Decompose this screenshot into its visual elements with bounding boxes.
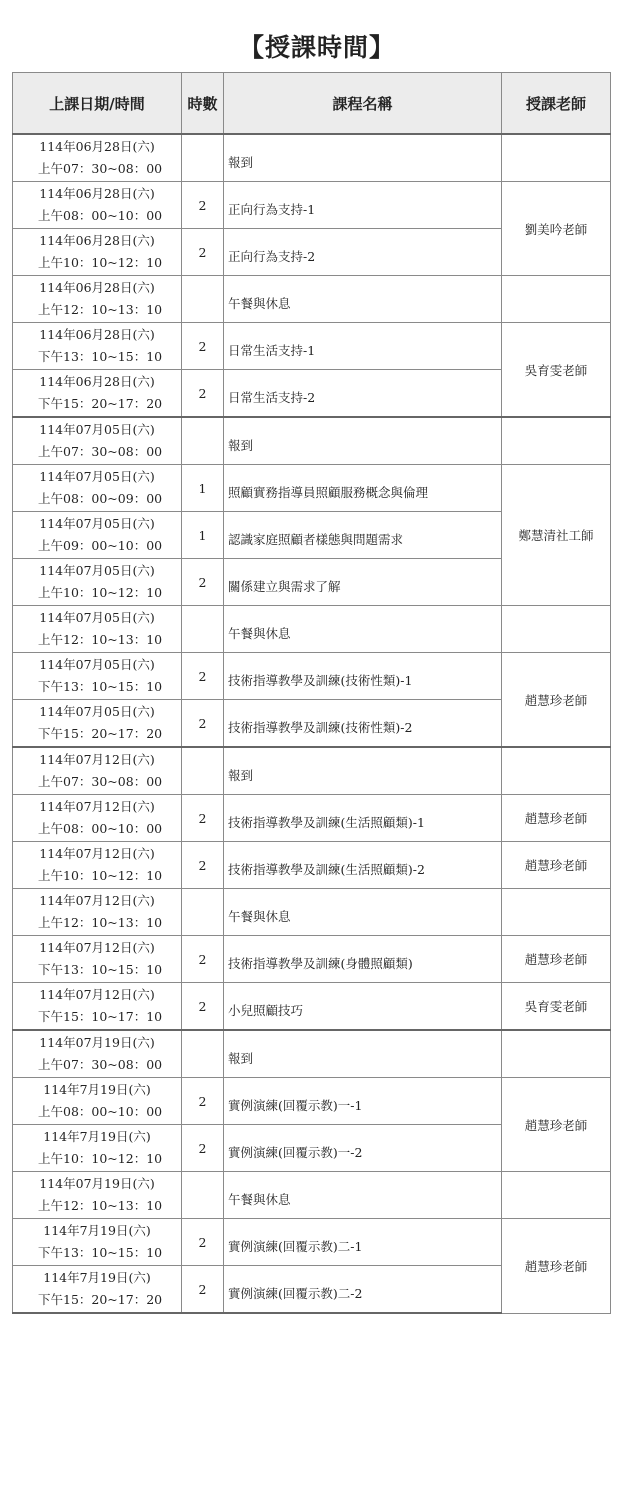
time-text: 上午12：10~13：10: [38, 1198, 163, 1213]
time-text: 下午15：20~17：20: [38, 726, 163, 741]
header-hours: 時數: [182, 73, 224, 135]
date-text: 114年06月28日(六): [39, 374, 155, 389]
date-cell: [13, 700, 182, 748]
time-text: 下午13：10~15：10: [38, 962, 163, 977]
teacher-cell: [502, 606, 611, 653]
time-text: 上午07：30~08：00: [38, 161, 163, 176]
page-title: 【授課時間】: [238, 33, 395, 62]
course-text: 正向行為支持-2: [228, 249, 316, 264]
course-cell: [224, 229, 502, 276]
date-cell: [13, 747, 182, 795]
schedule-table: [12, 72, 611, 1314]
hours-cell: [182, 747, 224, 795]
table-row: [13, 1030, 611, 1078]
course-text: 報到: [228, 1051, 254, 1066]
table-row: [13, 1078, 611, 1125]
hours-cell: 2: [182, 1125, 224, 1172]
teacher-cell: [502, 417, 611, 465]
teacher-cell: 趙慧珍老師: [502, 1219, 611, 1314]
date-text: 114年07月05日(六): [39, 422, 155, 437]
course-text: 午餐與休息: [228, 909, 291, 924]
teacher-cell: [502, 747, 611, 795]
hours-cell: 2: [182, 229, 224, 276]
course-cell: [224, 370, 502, 418]
date-cell: [13, 983, 182, 1031]
hours-cell: 2: [182, 182, 224, 229]
course-text: 技術指導教學及訓練(生活照顧類)-2: [228, 862, 425, 877]
hours-cell: 2: [182, 559, 224, 606]
date-cell: [13, 465, 182, 512]
hours-cell: [182, 889, 224, 936]
teacher-cell: 趙慧珍老師: [502, 1078, 611, 1172]
course-text: 報到: [228, 438, 254, 453]
time-text: 上午10：10~12：10: [38, 255, 163, 270]
course-text: 技術指導教學及訓練(身體照顧類): [228, 956, 413, 971]
course-text: 午餐與休息: [228, 296, 291, 311]
hours-cell: [182, 606, 224, 653]
course-text: 午餐與休息: [228, 626, 291, 641]
course-text: 關係建立與需求了解: [228, 579, 341, 594]
course-text: 認識家庭照顧者樣態與問題需求: [228, 532, 404, 547]
time-text: 下午13：10~15：10: [38, 349, 163, 364]
course-cell: [224, 1172, 502, 1219]
teacher-cell: 趙慧珍老師: [502, 795, 611, 842]
teacher-cell: [502, 1172, 611, 1219]
date-text: 114年07月05日(六): [39, 610, 155, 625]
course-cell: [224, 134, 502, 182]
date-cell: [13, 1266, 182, 1314]
hours-cell: 1: [182, 512, 224, 559]
course-cell: [224, 1030, 502, 1078]
course-text: 實例演練(回覆示教)一-1: [228, 1098, 363, 1113]
hours-cell: 2: [182, 983, 224, 1031]
date-text: 114年06月28日(六): [39, 139, 155, 154]
date-text: 114年07月05日(六): [39, 516, 155, 531]
hours-cell: 2: [182, 795, 224, 842]
date-text: 114年07月12日(六): [39, 846, 155, 861]
course-cell: [224, 936, 502, 983]
course-cell: [224, 276, 502, 323]
course-cell: [224, 417, 502, 465]
course-cell: [224, 1078, 502, 1125]
date-text: 114年07月19日(六): [39, 1176, 155, 1191]
course-text: 日常生活支持-2: [228, 390, 316, 405]
hours-cell: 2: [182, 323, 224, 370]
course-text: 日常生活支持-1: [228, 343, 316, 358]
course-cell: [224, 1219, 502, 1266]
date-cell: [13, 559, 182, 606]
course-text: 技術指導教學及訓練(技術性類)-2: [228, 720, 413, 735]
table-row: [13, 134, 611, 182]
date-cell: [13, 1078, 182, 1125]
date-text: 114年07月05日(六): [39, 563, 155, 578]
course-text: 實例演練(回覆示教)二-1: [228, 1239, 363, 1254]
time-text: 下午13：10~15：10: [38, 679, 163, 694]
teacher-cell: [502, 889, 611, 936]
time-text: 上午10：10~12：10: [38, 585, 163, 600]
date-cell: [13, 936, 182, 983]
course-cell: [224, 700, 502, 748]
table-row: [13, 182, 611, 229]
course-cell: [224, 653, 502, 700]
date-cell: [13, 417, 182, 465]
date-cell: [13, 512, 182, 559]
hours-cell: 2: [182, 1219, 224, 1266]
date-cell: [13, 653, 182, 700]
date-text: 114年07月12日(六): [39, 893, 155, 908]
course-cell: [224, 606, 502, 653]
course-cell: [224, 559, 502, 606]
teacher-cell: 劉美吟老師: [502, 182, 611, 276]
date-cell: [13, 606, 182, 653]
hours-cell: [182, 134, 224, 182]
time-text: 上午10：10~12：10: [38, 1151, 163, 1166]
date-text: 114年07月12日(六): [39, 799, 155, 814]
time-text: 上午08：00~10：00: [38, 208, 163, 223]
date-cell: [13, 323, 182, 370]
table-row: [13, 889, 611, 936]
date-text: 114年06月28日(六): [39, 280, 155, 295]
date-text: 114年07月12日(六): [39, 752, 155, 767]
header-teacher: 授課老師: [502, 73, 611, 135]
date-cell: [13, 842, 182, 889]
teacher-cell: 吳育雯老師: [502, 983, 611, 1031]
time-text: 上午12：10~13：10: [38, 302, 163, 317]
course-text: 實例演練(回覆示教)二-2: [228, 1286, 363, 1301]
date-cell: [13, 182, 182, 229]
date-cell: [13, 795, 182, 842]
table-row: [13, 1172, 611, 1219]
course-cell: [224, 512, 502, 559]
teacher-cell: 趙慧珍老師: [502, 936, 611, 983]
table-row: [13, 465, 611, 512]
time-text: 下午13：10~15：10: [38, 1245, 163, 1260]
date-text: 114年7月19日(六): [43, 1223, 151, 1238]
hours-cell: [182, 1172, 224, 1219]
time-text: 上午09：00~10：00: [38, 538, 163, 553]
course-text: 午餐與休息: [228, 1192, 291, 1207]
teacher-cell: 趙慧珍老師: [502, 842, 611, 889]
course-cell: [224, 747, 502, 795]
course-text: 技術指導教學及訓練(技術性類)-1: [228, 673, 413, 688]
header-course: 課程名稱: [224, 73, 502, 135]
course-cell: [224, 323, 502, 370]
time-text: 上午08：00~10：00: [38, 821, 163, 836]
date-text: 114年07月05日(六): [39, 657, 155, 672]
date-cell: [13, 276, 182, 323]
hours-cell: 2: [182, 700, 224, 748]
course-text: 實例演練(回覆示教)一-2: [228, 1145, 363, 1160]
table-row: [13, 417, 611, 465]
time-text: 下午15：20~17：20: [38, 1292, 163, 1307]
date-cell: [13, 1030, 182, 1078]
teacher-cell: 趙慧珍老師: [502, 653, 611, 748]
time-text: 上午07：30~08：00: [38, 1057, 163, 1072]
teacher-cell: [502, 134, 611, 182]
time-text: 上午08：00~09：00: [38, 491, 163, 506]
date-cell: [13, 1172, 182, 1219]
date-text: 114年07月05日(六): [39, 469, 155, 484]
hours-cell: [182, 417, 224, 465]
date-cell: [13, 1219, 182, 1266]
header-row: [13, 73, 611, 135]
teacher-cell: 吳育雯老師: [502, 323, 611, 418]
hours-cell: 2: [182, 653, 224, 700]
date-text: 114年07月05日(六): [39, 704, 155, 719]
hours-cell: 2: [182, 370, 224, 418]
date-text: 114年7月19日(六): [43, 1082, 151, 1097]
table-row: [13, 653, 611, 700]
table-row: [13, 1219, 611, 1266]
date-text: 114年07月12日(六): [39, 987, 155, 1002]
date-cell: [13, 134, 182, 182]
date-text: 114年07月19日(六): [39, 1035, 155, 1050]
date-cell: [13, 889, 182, 936]
time-text: 上午12：10~13：10: [38, 632, 163, 647]
course-cell: [224, 465, 502, 512]
date-cell: [13, 1125, 182, 1172]
course-text: 正向行為支持-1: [228, 202, 316, 217]
table-row: [13, 983, 611, 1031]
course-cell: [224, 795, 502, 842]
table-row: [13, 606, 611, 653]
teacher-cell: 鄭慧清社工師: [502, 465, 611, 606]
time-text: 下午15：20~17：20: [38, 396, 163, 411]
table-row: [13, 747, 611, 795]
table-row: [13, 936, 611, 983]
time-text: 上午07：30~08：00: [38, 444, 163, 459]
date-text: 114年06月28日(六): [39, 327, 155, 342]
date-text: 114年07月12日(六): [39, 940, 155, 955]
course-text: 報到: [228, 768, 254, 783]
date-cell: [13, 229, 182, 276]
hours-cell: 2: [182, 1266, 224, 1314]
header-date: 上課日期/時間: [13, 73, 182, 135]
time-text: 上午08：00~10：00: [38, 1104, 163, 1119]
hours-cell: [182, 276, 224, 323]
date-text: 114年06月28日(六): [39, 233, 155, 248]
date-text: 114年7月19日(六): [43, 1129, 151, 1144]
table-row: [13, 795, 611, 842]
course-cell: [224, 842, 502, 889]
course-cell: [224, 889, 502, 936]
course-cell: [224, 182, 502, 229]
time-text: 下午15：10~17：10: [38, 1009, 163, 1024]
course-text: 小兒照顧技巧: [228, 1003, 304, 1018]
hours-cell: 1: [182, 465, 224, 512]
course-text: 報到: [228, 155, 254, 170]
table-row: [13, 323, 611, 370]
hours-cell: 2: [182, 936, 224, 983]
course-cell: [224, 983, 502, 1031]
course-cell: [224, 1266, 502, 1314]
teacher-cell: [502, 276, 611, 323]
teacher-cell: [502, 1030, 611, 1078]
date-text: 114年06月28日(六): [39, 186, 155, 201]
table-row: [13, 842, 611, 889]
time-text: 上午07：30~08：00: [38, 774, 163, 789]
time-text: 上午12：10~13：10: [38, 915, 163, 930]
date-cell: [13, 370, 182, 418]
time-text: 上午10：10~12：10: [38, 868, 163, 883]
hours-cell: [182, 1030, 224, 1078]
hours-cell: 2: [182, 1078, 224, 1125]
course-text: 照顧實務指導員照顧服務概念與倫理: [228, 485, 429, 500]
table-row: [13, 276, 611, 323]
date-text: 114年7月19日(六): [43, 1270, 151, 1285]
hours-cell: 2: [182, 842, 224, 889]
course-text: 技術指導教學及訓練(生活照顧類)-1: [228, 815, 425, 830]
course-cell: [224, 1125, 502, 1172]
